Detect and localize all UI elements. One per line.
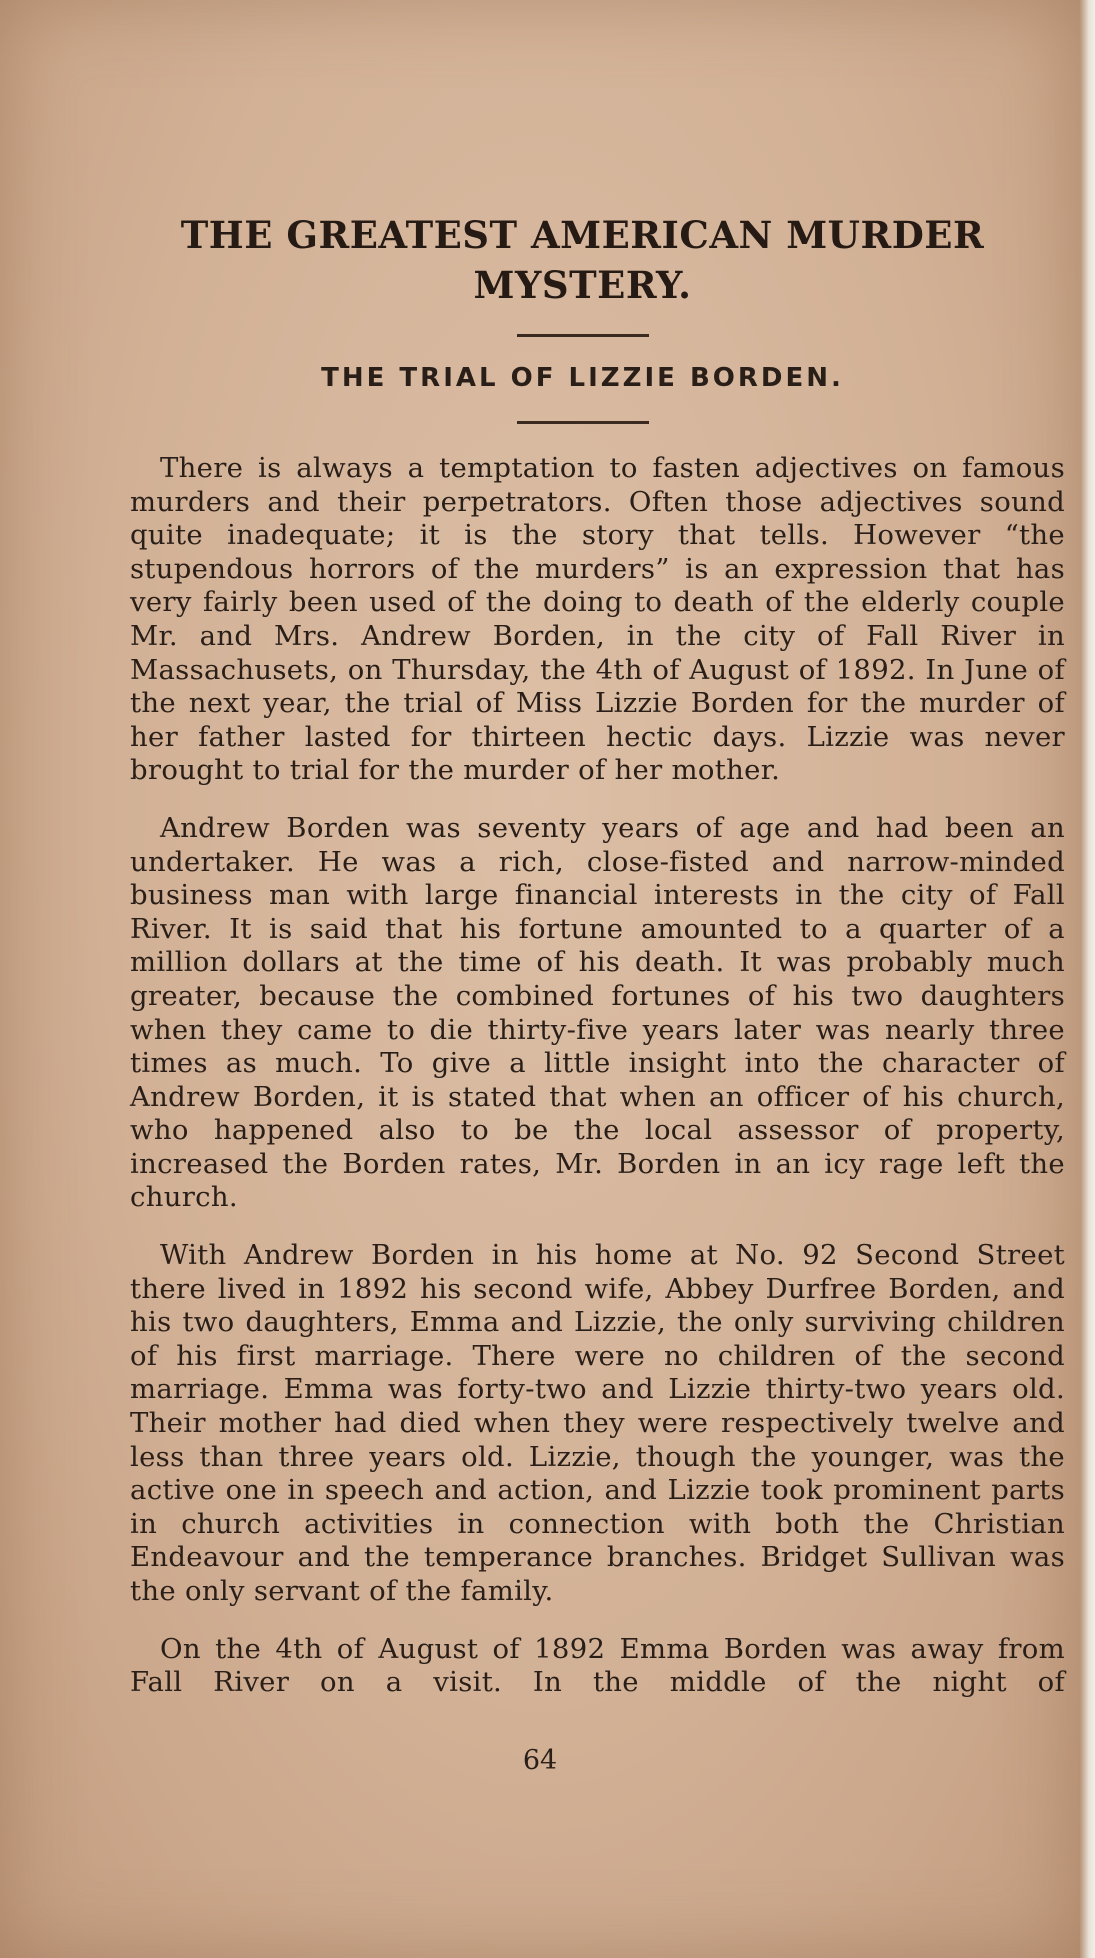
body-text <box>130 452 1065 1700</box>
page-content <box>130 210 1065 1724</box>
title-rule <box>517 334 649 337</box>
subtitle-rule <box>517 421 649 424</box>
paragraph-1: There is always a temptation to fasten adjectives on famous murders and their perpetrators. Often those adjectives sound quite inadequate; it is the story that tells. However “the stupendous horrors of the murders” is an expression that has very fairly been used of the doing to death of the elderly couple Mr. and Mrs. Andrew Borden, in the city of Fall River in Massachusets, on Thursday, the 4th of August of 1892. In June of the next year, the trial of Miss Lizzie Borden for the murder of her father lasted for thirteen hectic days. Lizzie was never brought to trial for the murder of her mother. <box>130 452 1065 787</box>
paragraph-4: On the 4th of August of 1892 Emma Borden was away from Fall River on a visit. In the middle of the night of <box>130 1632 1065 1699</box>
paragraph-3: With Andrew Borden in his home at No. 92 Second Street there lived in 1892 his second wife, Abbey Durfree Borden, and his two daughters, Emma and Lizzie, the only surviving children of his first marriage. There were no children of the second marriage. Emma was forty-two and Lizzie thirty-two years old. Their mother had died when they were respectively twelve and less than three years old. Lizzie, though the younger, was the active one in speech and action, and Lizzie took prominent parts in church activities in connection with both the Christian Endeavour and the temperance branches. Bridget Sullivan was the only servant of the family. <box>130 1239 1065 1607</box>
paragraph-2: Andrew Borden was seventy years of age and had been an undertaker. He was a rich, close-fisted and narrow-minded business man with large financial interests in the city of Fall River. It is said that his fortune amounted to a quarter of a million dollars at the time of his death. It was probably much greater, because the combined fortunes of his two daughters when they came to die thirty-five years later was nearly three times as much. To give a little insight into the character of Andrew Borden, it is stated that when an officer of his church, who happened also to be the local assessor of property, increased the Borden rates, Mr. Borden in an icy rage left the church. <box>130 811 1065 1214</box>
page-title: THE GREATEST AMERICAN MURDER MYSTERY. <box>180 213 985 307</box>
page-edge <box>1080 0 1095 1958</box>
page-subtitle: THE TRIAL OF LIZZIE BORDEN. <box>321 363 844 393</box>
page-number: 64 <box>522 1745 558 1776</box>
